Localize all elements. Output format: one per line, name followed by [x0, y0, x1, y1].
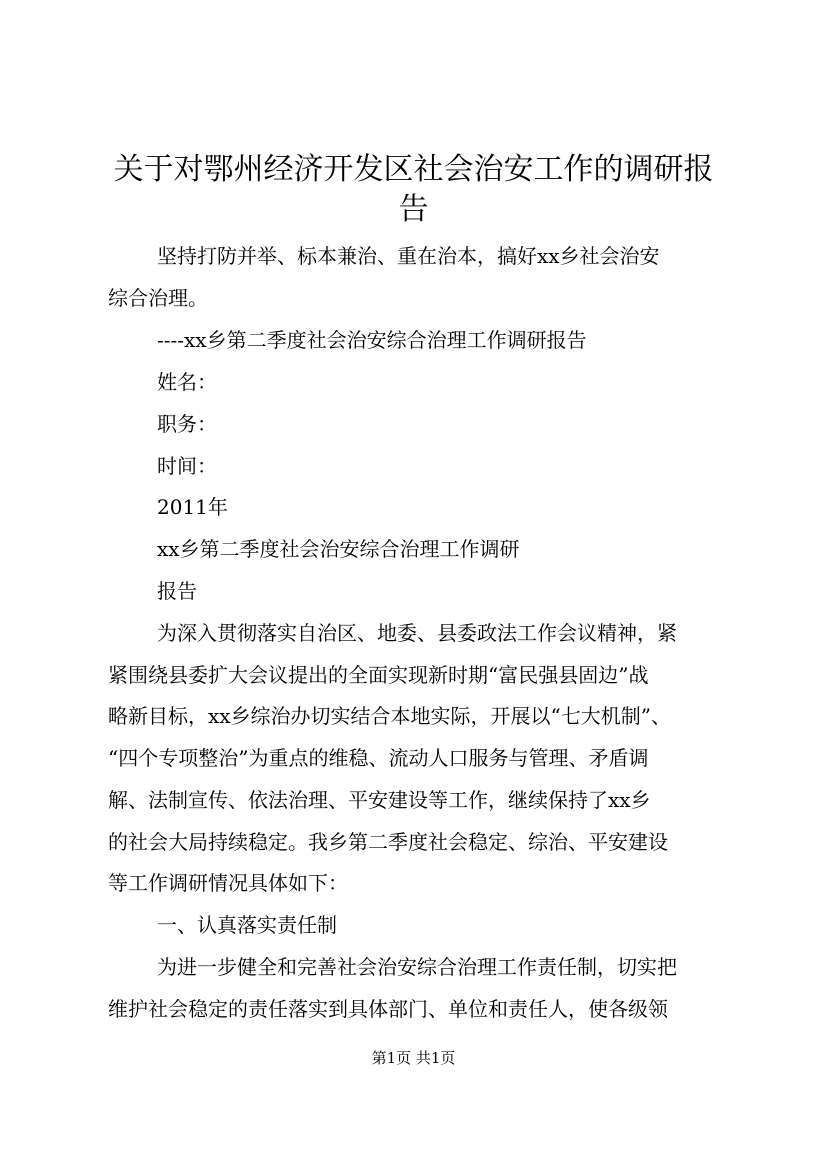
field-position-label: 职务：	[157, 412, 217, 436]
body-line-1: 坚持打防并举、标本兼治、重在治本，搞好xx乡社会治安	[157, 244, 660, 268]
document-title-line-2: 告	[398, 192, 429, 227]
page-number-footer: 第1页 共1页	[371, 1049, 456, 1067]
body-paragraph-line-5: 解、法制宣传、依法治理、平安建设等工作，继续保持了xx乡	[108, 788, 651, 812]
document-title-line-1: 关于对鄂州经济开发区社会治安工作的调研报	[113, 152, 714, 187]
year-line: 2011年	[157, 495, 228, 519]
field-time-label: 时间：	[157, 454, 217, 478]
body-paragraph-line-3: 略新目标，xx乡综治办切实结合本地实际，开展以“七大机制”、	[108, 704, 672, 728]
body-line-2: 综合治理。	[108, 286, 208, 310]
body-paragraph-line-4: “四个专项整治”为重点的维稳、流动人口服务与管理、矛盾调	[108, 746, 649, 770]
body-paragraph-line-1: 为深入贯彻落实自治区、地委、县委政法工作会议精神，紧	[157, 621, 677, 645]
body-paragraph-line-2: 紧围绕县委扩大会议提出的全面实现新时期“富民强县固边”战	[108, 663, 649, 687]
field-name-label: 姓名：	[157, 370, 217, 394]
section-paragraph-line-2: 维护社会稳定的责任落实到具体部门、单位和责任人，使各级领	[108, 997, 668, 1021]
report-heading-line-1: xx乡第二季度社会治安综合治理工作调研	[157, 537, 520, 561]
section-paragraph-line-1: 为进一步健全和完善社会治安综合治理工作责任制，切实把	[157, 955, 677, 979]
subtitle-line: ----xx乡第二季度社会治安综合治理工作调研报告	[157, 328, 587, 352]
section-heading-1: 一、认真落实责任制	[157, 913, 337, 937]
body-paragraph-line-7: 等工作调研情况具体如下：	[108, 871, 348, 895]
body-paragraph-line-6: 的社会大局持续稳定。我乡第二季度社会稳定、综治、平安建设	[108, 830, 668, 854]
report-heading-line-2: 报告	[157, 579, 197, 603]
